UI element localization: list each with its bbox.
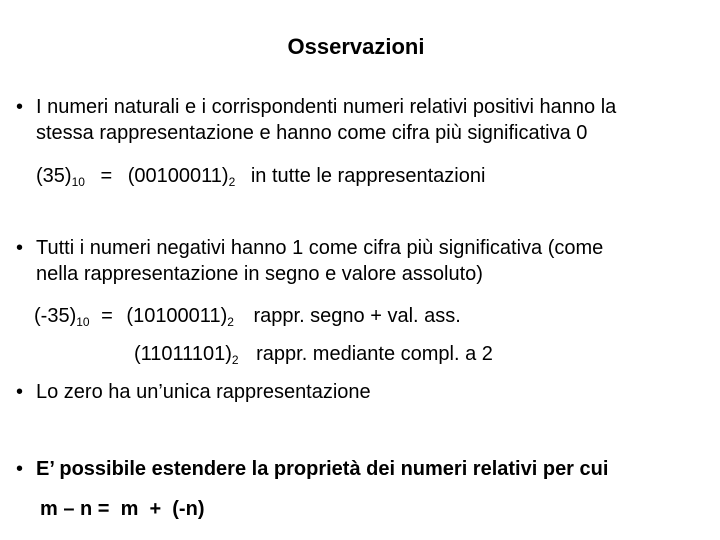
example2-line1 bbox=[34, 304, 461, 328]
example1-decimal-base: 10 bbox=[71, 175, 85, 189]
example2-binary-sm: (10100011) bbox=[126, 305, 228, 327]
example2-binary-sm-base: 2 bbox=[227, 315, 234, 329]
bullet4-line1: E’ possibile estendere la proprietà dei numeri relativi per cui bbox=[36, 458, 609, 480]
bullet3-line1: Lo zero ha un’unica rappresentazione bbox=[36, 381, 371, 403]
example2-equals: = bbox=[101, 305, 113, 327]
example1-binary: (00100011) bbox=[127, 165, 229, 187]
slide-title: Osservazioni bbox=[287, 34, 425, 59]
example2-decimal-base: 10 bbox=[76, 315, 90, 329]
bullet-dot: • bbox=[16, 381, 24, 403]
example2-decimal: (-35) bbox=[34, 305, 77, 327]
example2-line2 bbox=[134, 342, 493, 366]
example1-decimal: (35) bbox=[36, 165, 72, 187]
example2-note-sm: rappr. segno + val. ass. bbox=[253, 305, 461, 327]
example2-binary-c2-base: 2 bbox=[231, 353, 239, 367]
bullet-dot: • bbox=[16, 237, 24, 259]
example1-binary-base: 2 bbox=[228, 175, 236, 189]
example2-note-c2: rappr. mediante compl. a 2 bbox=[256, 343, 493, 365]
bullet1-line1: I numeri naturali e i corrispondenti numeri relativi positivi hanno la bbox=[36, 96, 617, 118]
example1-note: in tutte le rappresentazioni bbox=[250, 165, 486, 187]
bullet-dot: • bbox=[16, 458, 24, 480]
formula: m – n = m + (-n) bbox=[40, 498, 205, 520]
example1-equals: = bbox=[100, 165, 113, 187]
example1-line bbox=[36, 164, 485, 188]
bullet1-line2: stessa rappresentazione e hanno come cifra più significativa 0 bbox=[36, 122, 588, 144]
bullet2-line2: nella rappresentazione in segno e valore assoluto) bbox=[36, 263, 483, 285]
example2-binary-c2: (11011101) bbox=[134, 343, 232, 365]
bullet-dot: • bbox=[16, 96, 24, 118]
bullet2-line1: Tutti i numeri negativi hanno 1 come cifra più significativa (come bbox=[36, 237, 604, 259]
